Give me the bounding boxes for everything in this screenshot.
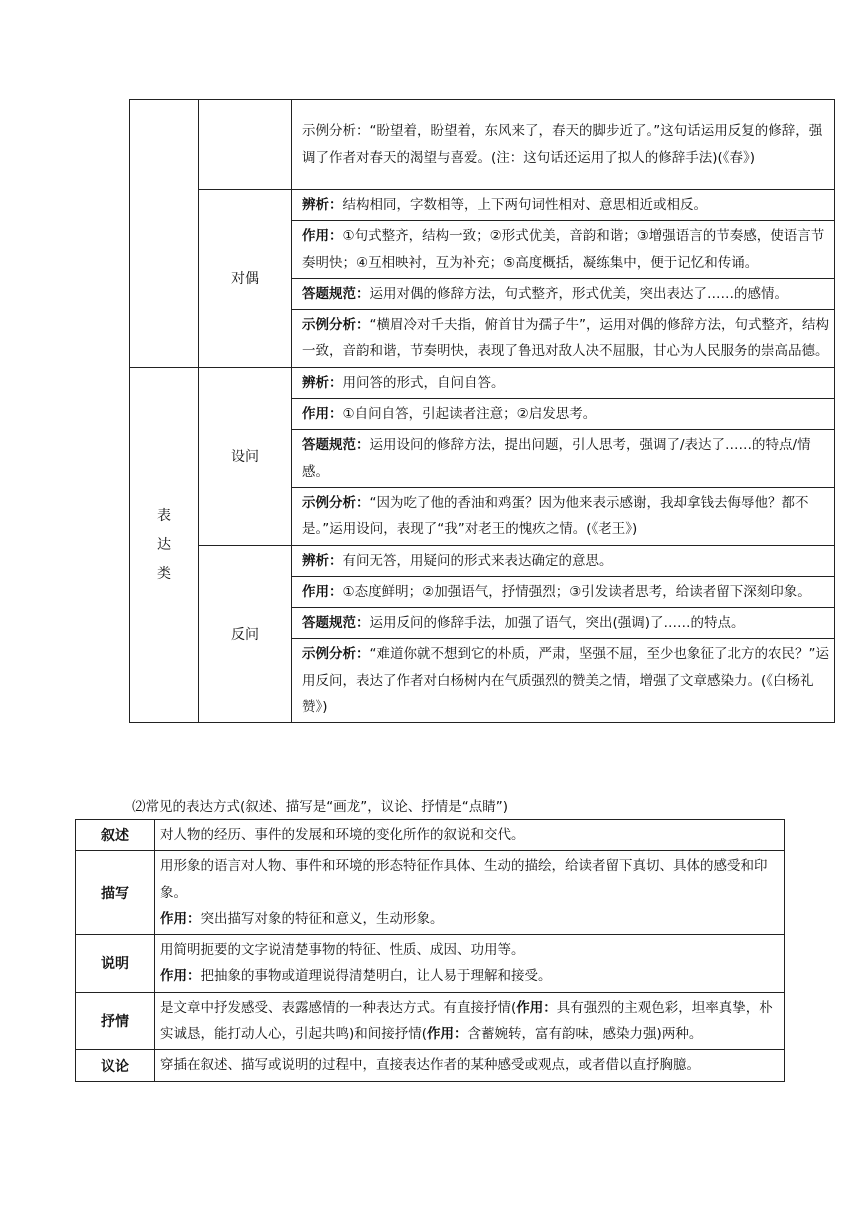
shuoming-zuoyong [160, 963, 779, 989]
zuoyong-label: 作用： [302, 583, 343, 600]
bianxi-label: 辨析： [302, 197, 343, 213]
shewen-guifan-cell [292, 430, 835, 488]
guifan-label: 答题规范： [302, 437, 370, 454]
duiou-shili-cell [292, 310, 835, 368]
fanwen-bianxi-cell [292, 545, 835, 576]
duiou-guifan-cell [292, 278, 835, 309]
shuqing-cell [155, 992, 785, 1050]
duiou-label: 对偶 [199, 190, 292, 368]
fanwen-label: 反问 [199, 545, 292, 723]
fanwen-bianxi-text: 有问无答，用疑问的形式来表达确定的意思。 [342, 552, 613, 569]
miaoxie-zuoyong [160, 906, 779, 932]
category-cell-upper [130, 100, 199, 368]
yilun-desc: 穿插在叙述、描写或说明的过程中，直接表达作者的某种感受或观点，或者借以直抒胸臆。 [155, 1050, 785, 1081]
shuoming-cell [155, 935, 785, 993]
shewen-shili-cell [292, 487, 835, 545]
yilun-label: 议论 [76, 1050, 155, 1081]
fanwen-zuoyong-text: ①态度鲜明；②加强语气，抒情强烈；③引发读者思考，给读者留下深刻印象。 [342, 583, 811, 600]
duiou-guifan-text: 运用对偶的修辞方法，句式整齐，形式优美，突出表达了……的感情。 [369, 285, 788, 302]
expression-table [75, 819, 785, 1082]
shewen-guifan-text: 运用设问的修辞方法，提出问题，引人思考，强调了/表达了……的特点/情感。 [302, 437, 811, 480]
zuoyong-label: 作用： [516, 999, 557, 1016]
zuoyong-label: 作用： [427, 1026, 468, 1043]
shuqing-label: 抒情 [76, 992, 155, 1050]
shuqing-text-3: 含蓄婉转，富有韵味，感染力强)两种。 [467, 1026, 703, 1043]
shewen-label: 设问 [199, 367, 292, 545]
shuqing-text-2: 具有强烈的主观色彩，坦率真挚，朴实诚恳，能打动人心，引起共鸣)和间接抒情( [160, 999, 773, 1043]
duiou-bianxi-cell [292, 190, 835, 221]
bianxi-label: 辨析： [302, 552, 343, 569]
subcategory-cell-fanfu [199, 100, 292, 190]
duiou-bianxi-text: 结构相同，字数相等，上下两句词性相对、意思相近或相反。 [342, 197, 707, 213]
shewen-bianxi-text: 用问答的形式，自问自答。 [342, 374, 505, 391]
zuoyong-label: 作用： [160, 910, 201, 927]
zuoyong-label: 作用： [302, 406, 343, 423]
fanwen-zuoyong-cell [292, 576, 835, 607]
fanfu-example-cell [292, 100, 835, 190]
fanwen-guifan-cell [292, 608, 835, 639]
shuqing-text-1: 是文章中抒发感受、表露感情的一种表达方式。有直接抒情( [160, 999, 517, 1016]
shili-label: 示例分析： [302, 646, 370, 663]
guifan-label: 答题规范： [302, 285, 370, 302]
duiou-zuoyong-text: ①句式整齐，结构一致；②形式优美，音韵和谐；③增强语言的节奏感，使语言节奏明快；④互相映衬，互为补充；⑤高度概括，凝练集中，便于记忆和传诵。 [302, 228, 825, 271]
shuoming-label: 说明 [76, 935, 155, 993]
shewen-bianxi-cell [292, 367, 835, 398]
shewen-shili-text: “因为吃了他的香油和鸡蛋？因为他来表示感谢，我却拿钱去侮辱他？都不是。”运用设问，表现了“我”对老王的愧疚之情。(《老王》) [302, 494, 809, 538]
bianxi-label: 辨析： [302, 374, 343, 391]
miaoxie-desc: 用形象的语言对人物、事件和环境的形态特征作具体、生动的描绘，给读者留下真切、具体的感受和印象。 [160, 858, 768, 901]
duiou-shili-text: “横眉冷对千夫指，俯首甘为孺子牛”，运用对偶的修辞方法，句式整齐，结构一致，音韵和谐，节奏明快，表现了鲁迅对敌人决不屈服，甘心为人民服务的崇高品德。 [302, 317, 829, 360]
fanwen-shili-text: “难道你就不想到它的朴质，严肃，坚强不屈，至少也象征了北方的农民？”运用反问，表达了作者对白杨树内在气质强烈的赞美之情，增强了文章感染力。(《白杨礼赞》) [302, 646, 829, 716]
shuoming-desc: 用简明扼要的文字说清楚事物的特征、性质、成因、功用等。 [160, 942, 525, 959]
shuoming-zuoyong-text: 把抽象的事物或道理说得清楚明白，让人易于理解和接受。 [200, 968, 552, 985]
shili-label: 示例分析： [302, 494, 370, 511]
expression-caption: ⑵常见的表达方式(叙述、描写是“画龙”，议论、抒情是“点睛”) [132, 799, 509, 815]
shili-label: 示例分析： [302, 317, 370, 334]
miaoxie-cell [155, 851, 785, 935]
category-cell-biaoda [130, 367, 199, 723]
guifan-label: 答题规范： [302, 615, 370, 632]
miaoxie-zuoyong-text: 突出描写对象的特征和意义，生动形象。 [200, 910, 444, 927]
shewen-zuoyong-text: ①自问自答，引起读者注意；②启发思考。 [342, 406, 597, 423]
fanwen-guifan-text: 运用反问的修辞手法，加强了语气，突出(强调)了……的特点。 [369, 615, 745, 632]
fanwen-shili-cell [292, 639, 835, 723]
duiou-zuoyong-cell [292, 221, 835, 279]
miaoxie-label: 描写 [76, 851, 155, 935]
fanfu-example-text: 示例分析：“盼望着，盼望着，东风来了，春天的脚步近了。”这句话运用反复的修辞，强调了作者对春天的渴望与喜爱。(注：这句话还运用了拟人的修辞手法)(《春》) [302, 123, 823, 166]
shewen-zuoyong-cell [292, 399, 835, 430]
rhetoric-table [129, 99, 835, 723]
xushu-desc: 对人物的经历、事件的发展和环境的变化所作的叙说和交代。 [155, 820, 785, 851]
category-label: 表达类 [157, 507, 171, 582]
xushu-label: 叙述 [76, 820, 155, 851]
zuoyong-label: 作用： [160, 968, 201, 985]
zuoyong-label: 作用： [302, 228, 343, 245]
